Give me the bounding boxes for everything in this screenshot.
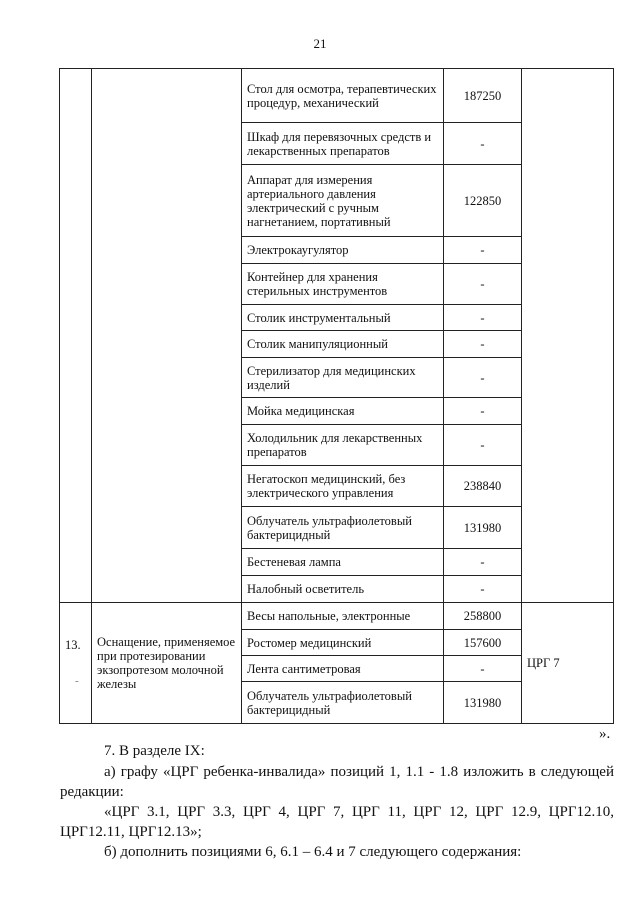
table-row (60, 603, 614, 630)
equipment-code: - (444, 264, 522, 305)
equipment-name: Весы напольные, электронные (242, 603, 444, 630)
description-cell-empty (92, 69, 242, 603)
amendment-item-b: б) дополнить позициями 6, 6.1 – 6.4 и 7 следующего содержания: (104, 844, 522, 860)
equipment-code: 157600 (444, 630, 522, 656)
amendment-heading: 7. В разделе IX: (104, 743, 205, 759)
group-cell-empty (522, 69, 614, 603)
equipment-code: - (444, 358, 522, 398)
position-number-cell (60, 603, 92, 724)
equipment-name: Облучатель ультрафиолетовый бактерицидный (242, 682, 444, 724)
equipment-code: - (444, 398, 522, 425)
equipment-name: Бестеневая лампа (242, 549, 444, 576)
equipment-code: - (444, 331, 522, 358)
equipment-name: Шкаф для перевязочных средств и лекарственных препаратов (242, 123, 444, 165)
equipment-code: - (444, 305, 522, 331)
equipment-name: Ростомер медицинский (242, 630, 444, 656)
equipment-name: Электрокаугулятор (242, 237, 444, 264)
side-mark: - (75, 675, 79, 687)
equipment-code: 131980 (444, 682, 522, 724)
equipment-name: Стол для осмотра, терапевтических процедур, механический (242, 69, 444, 123)
position-number: 13. (65, 638, 81, 652)
equipment-name: Столик инструментальный (242, 305, 444, 331)
equipment-code: - (444, 576, 522, 603)
equipment-code: - (444, 425, 522, 466)
equipment-code: - (444, 123, 522, 165)
amendment-item-a-quote: «ЦРГ 3.1, ЦРГ 3.3, ЦРГ 4, ЦРГ 7, ЦРГ 11, ЦРГ 12, ЦРГ 12.9, ЦРГ12.10, ЦРГ12.11, ЦРГ12.13»; (60, 804, 614, 840)
equipment-table (59, 68, 614, 724)
equipment-name: Стерилизатор для медицинских изделий (242, 358, 444, 398)
equipment-name: Мойка медицинская (242, 398, 444, 425)
group-cell: ЦРГ 7 (522, 603, 614, 724)
equipment-name: Лента сантиметровая (242, 656, 444, 682)
number-cell-empty (60, 69, 92, 603)
equipment-code: 131980 (444, 507, 522, 549)
equipment-name: Аппарат для измерения артериального давления электрический с ручным нагнетанием, портативный (242, 165, 444, 237)
equipment-name: Налобный осветитель (242, 576, 444, 603)
equipment-code: - (444, 237, 522, 264)
equipment-name: Холодильник для лекарственных препаратов (242, 425, 444, 466)
equipment-name: Столик манипуляционный (242, 331, 444, 358)
equipment-code: 258800 (444, 603, 522, 630)
equipment-name: Контейнер для хранения стерильных инструментов (242, 264, 444, 305)
equipment-code: 238840 (444, 466, 522, 507)
equipment-name: Облучатель ультрафиолетовый бактерицидный (242, 507, 444, 549)
equipment-code: 187250 (444, 69, 522, 123)
equipment-name: Негатоскоп медицинский, без электрического управления (242, 466, 444, 507)
equipment-code: 122850 (444, 165, 522, 237)
equipment-code: - (444, 656, 522, 682)
page-number: 21 (313, 36, 327, 51)
equipment-code: - (444, 549, 522, 576)
position-description: Оснащение, применяемое при протезировании экзопротезом молочной железы (92, 603, 242, 724)
closing-quote: ». (599, 726, 611, 742)
amendment-item-a: а) графу «ЦРГ ребенка-инвалида» позиций 1, 1.1 - 1.8 изложить в следующей редакции: (60, 764, 614, 800)
table-row (60, 69, 614, 123)
